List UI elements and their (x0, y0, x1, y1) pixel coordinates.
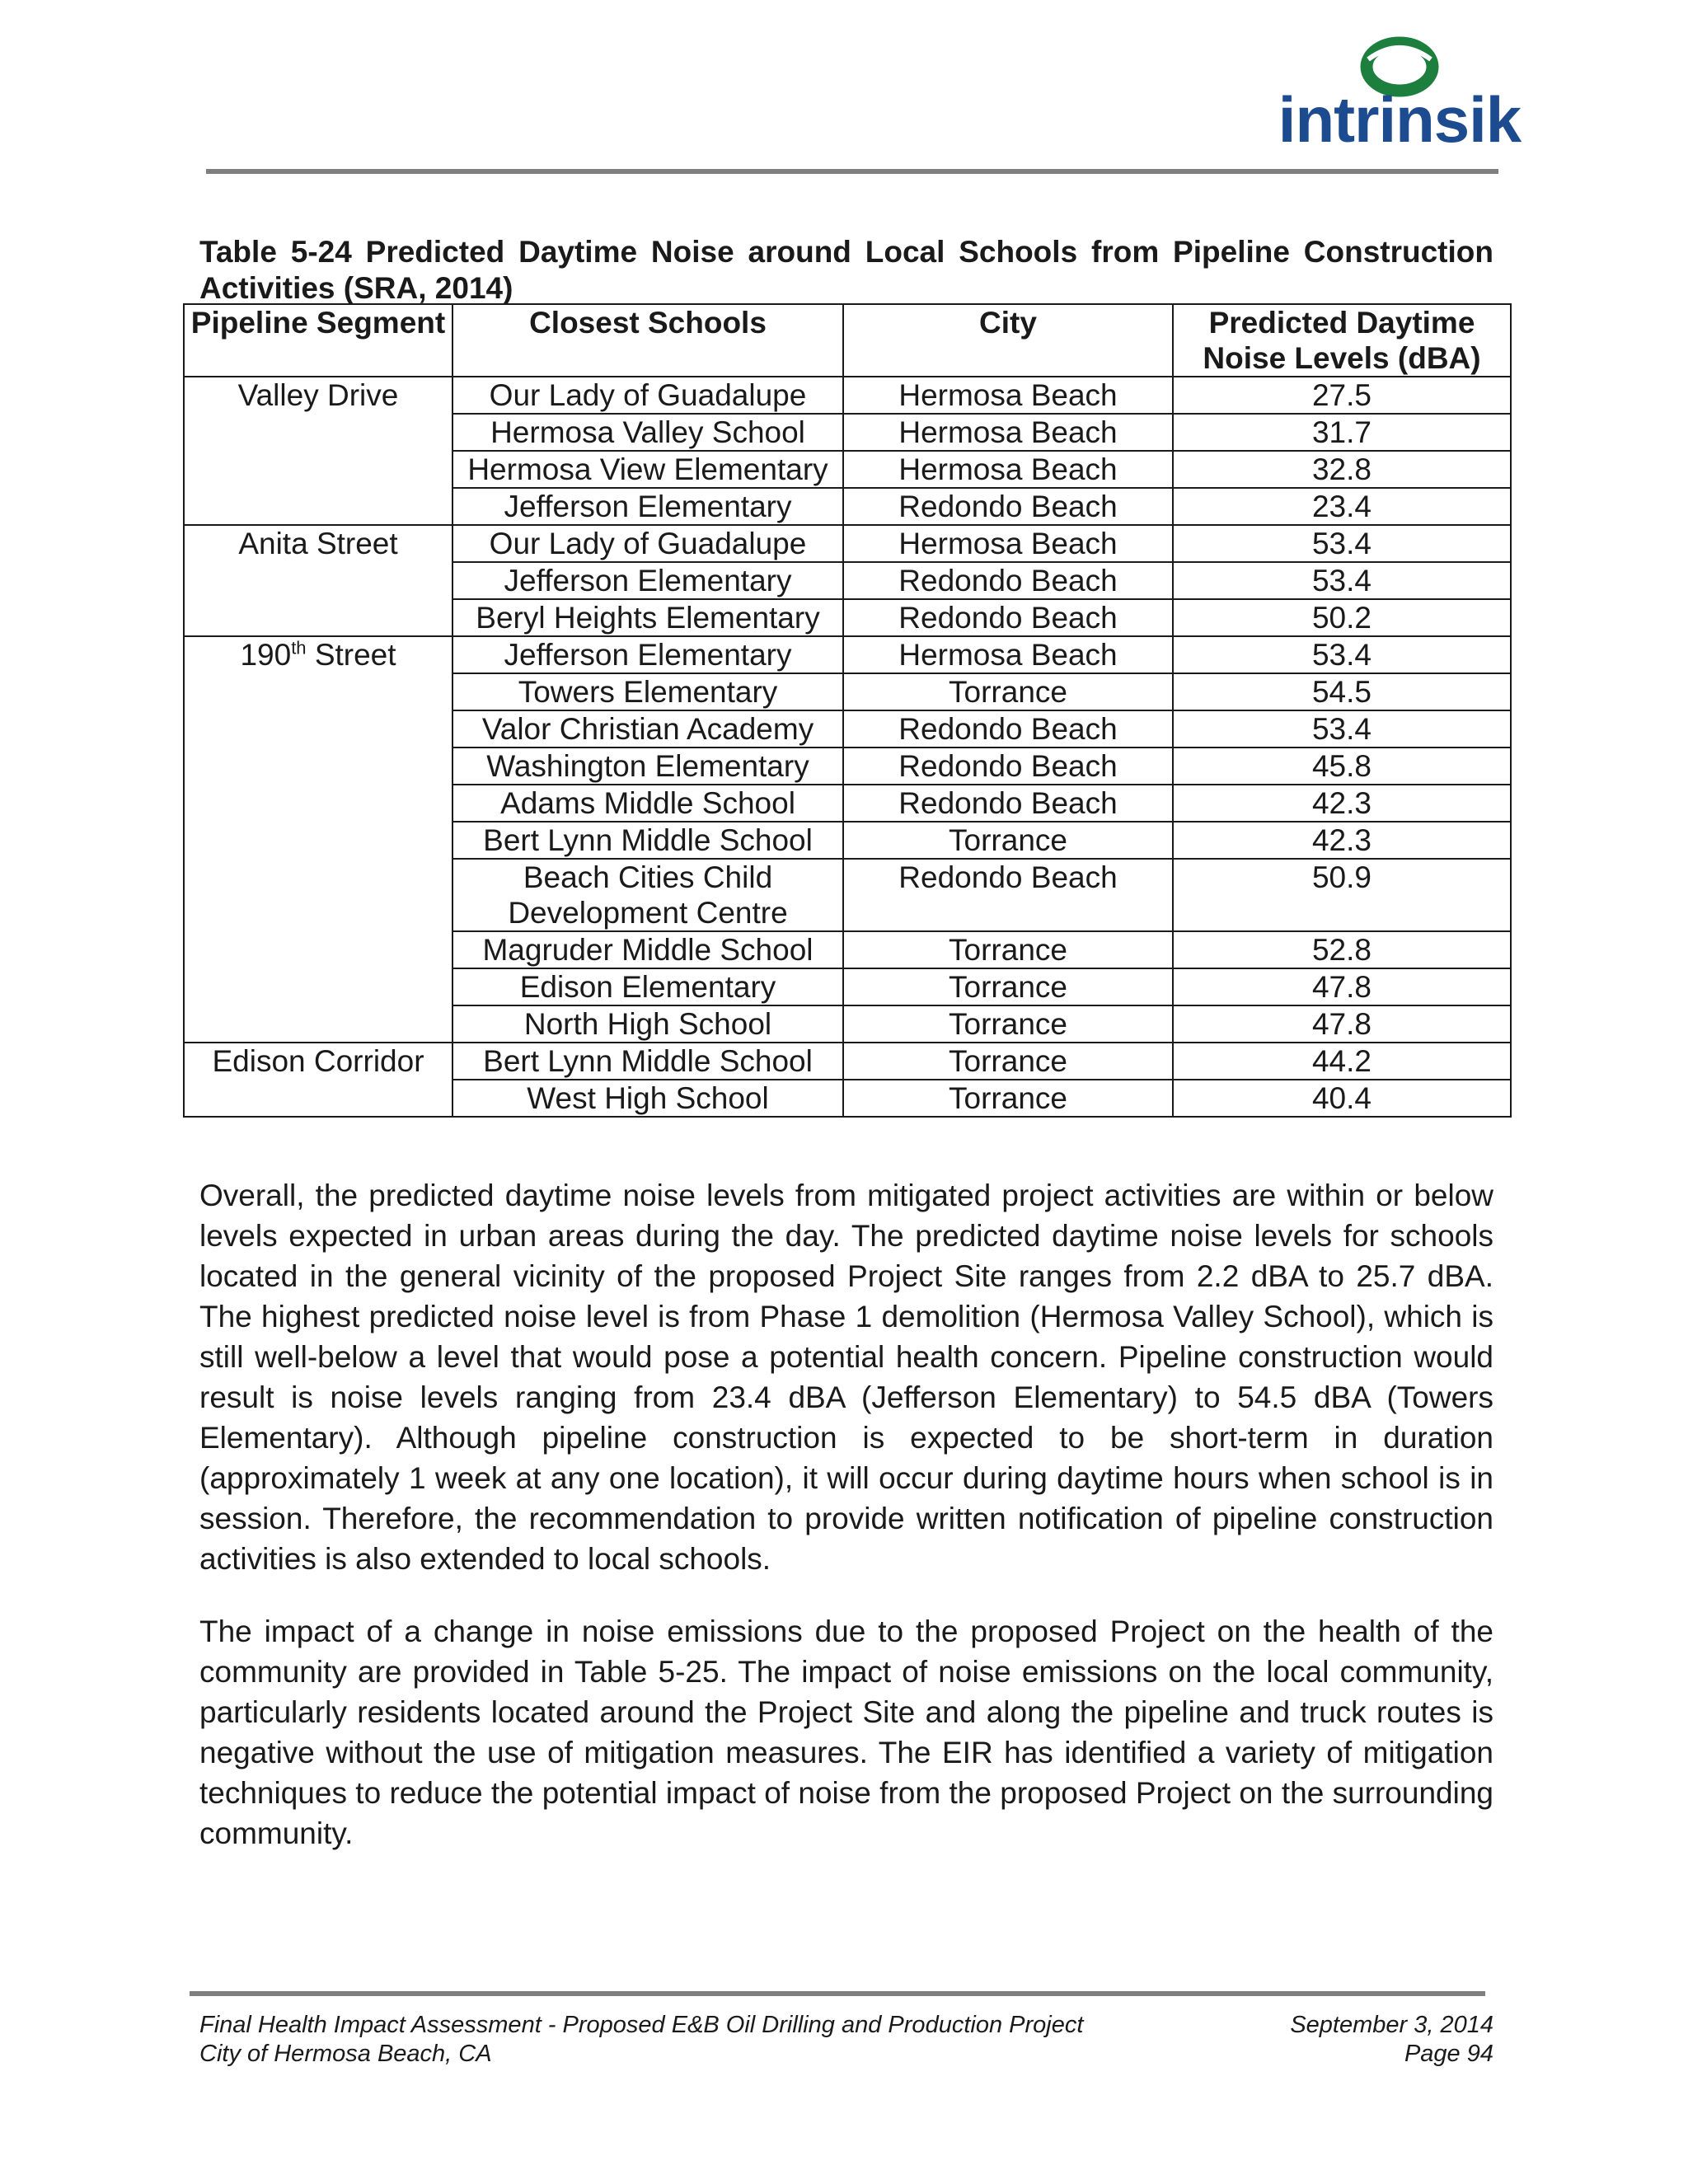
table-header-row (184, 304, 1511, 377)
city-cell: Hermosa Beach (843, 414, 1173, 451)
level-cell: 44.2 (1173, 1043, 1511, 1080)
level-cell: 47.8 (1173, 1005, 1511, 1043)
level-cell: 32.8 (1173, 451, 1511, 488)
level-cell: 31.7 (1173, 414, 1511, 451)
table-row (184, 525, 1511, 562)
school-cell: Magruder Middle School (452, 931, 843, 968)
school-cell: Jefferson Elementary (452, 636, 843, 673)
school-cell: Valor Christian Academy (452, 710, 843, 748)
column-header: City (843, 304, 1173, 377)
footer-date: September 3, 2014 (1290, 2012, 1493, 2038)
city-cell: Torrance (843, 1043, 1173, 1080)
school-cell: Bert Lynn Middle School (452, 1043, 843, 1080)
level-cell: 40.4 (1173, 1080, 1511, 1117)
city-cell: Hermosa Beach (843, 377, 1173, 414)
school-cell: Our Lady of Guadalupe (452, 377, 843, 414)
city-cell: Hermosa Beach (843, 636, 1173, 673)
school-cell: Washington Elementary (452, 748, 843, 785)
level-cell: 53.4 (1173, 525, 1511, 562)
level-cell: 53.4 (1173, 562, 1511, 599)
segment-cell: Valley Drive (184, 377, 452, 525)
level-cell: 53.4 (1173, 636, 1511, 673)
school-cell: Jefferson Elementary (452, 488, 843, 525)
segment-cell: Edison Corridor (184, 1043, 452, 1117)
paragraph-noise-impact: The impact of a change in noise emissions due to the proposed Project on the health of the community are provided in Table 5-25. The impact of noise emissions on the local community, particularly residents located around the Project Site and along the pipeline and truck routes is negative without the use of mitigation measures. The EIR has identified a variety of mitigation techniques to reduce the potential impact of noise from the proposed Project on the surrounding community. (199, 1615, 1493, 1850)
segment-number: 190 (240, 638, 292, 672)
level-cell: 54.5 (1173, 673, 1511, 710)
city-cell: Redondo Beach (843, 710, 1173, 748)
segment-cell (184, 636, 452, 1043)
city-cell: Hermosa Beach (843, 525, 1173, 562)
school-cell: Our Lady of Guadalupe (452, 525, 843, 562)
school-cell: North High School (452, 1005, 843, 1043)
city-cell: Redondo Beach (843, 785, 1173, 822)
page-footer (199, 2011, 1493, 2069)
city-cell: Torrance (843, 1005, 1173, 1043)
school-cell: Jefferson Elementary (452, 562, 843, 599)
column-header: Pipeline Segment (184, 304, 452, 377)
school-cell: Hermosa Valley School (452, 414, 843, 451)
city-cell: Redondo Beach (843, 748, 1173, 785)
table-row (184, 1043, 1511, 1080)
level-cell: 27.5 (1173, 377, 1511, 414)
city-cell: Torrance (843, 931, 1173, 968)
school-cell: Bert Lynn Middle School (452, 822, 843, 859)
school-cell: Towers Elementary (452, 673, 843, 710)
level-cell: 52.8 (1173, 931, 1511, 968)
city-cell: Hermosa Beach (843, 451, 1173, 488)
level-cell: 47.8 (1173, 968, 1511, 1005)
city-cell: Torrance (843, 1080, 1173, 1117)
city-cell: Torrance (843, 968, 1173, 1005)
city-cell: Torrance (843, 822, 1173, 859)
city-cell: Redondo Beach (843, 599, 1173, 636)
level-cell: 42.3 (1173, 822, 1511, 859)
level-cell: 53.4 (1173, 710, 1511, 748)
table-row (184, 377, 1511, 414)
level-cell: 45.8 (1173, 748, 1511, 785)
segment-cell: Anita Street (184, 525, 452, 636)
header-divider (206, 169, 1498, 174)
school-cell: West High School (452, 1080, 843, 1117)
table-caption: Table 5-24 Predicted Daytime Noise around Local Schools from Pipeline Construction Activities (SRA, 2014) (199, 235, 1493, 305)
paragraph-noise-summary: Overall, the predicted daytime noise levels from mitigated project activities are within or below levels expected in urban areas during the day. The predicted daytime noise levels for schools located in the general vicinity of the proposed Project Site ranges from 2.2 dBA to 25.7 dBA. The highest predicted noise level is from Phase 1 demolition (Hermosa Valley School), which is still well-below a level that would pose a potential health concern. Pipeline construction would result is noise levels ranging from 23.4 dBA (Jefferson Elementary) to 54.5 dBA (Towers Elementary). Although pipeline construction is expected to be short-term in duration (approximately 1 week at any one location), it will occur during daytime hours when school is in session. Therefore, the recommendation to provide written notification of pipeline construction activities is also extended to local schools. (199, 1179, 1493, 1576)
noise-table (183, 303, 1512, 1118)
school-cell: Edison Elementary (452, 968, 843, 1005)
footer-city: City of Hermosa Beach, CA (199, 2041, 492, 2067)
level-cell: 23.4 (1173, 488, 1511, 525)
footer-title: Final Health Impact Assessment - Proposed E&B Oil Drilling and Production Project (199, 2012, 1084, 2038)
table-row (184, 636, 1511, 673)
level-cell: 50.2 (1173, 599, 1511, 636)
city-cell: Redondo Beach (843, 859, 1173, 931)
school-cell: Adams Middle School (452, 785, 843, 822)
level-cell: 42.3 (1173, 785, 1511, 822)
city-cell: Torrance (843, 673, 1173, 710)
logo-text: intrinsik (1278, 83, 1522, 153)
school-cell: Beach Cities Child Development Centre (452, 859, 843, 931)
city-cell: Redondo Beach (843, 488, 1173, 525)
intrinsik-logo (1276, 30, 1523, 153)
footer-divider (190, 1991, 1485, 1996)
school-cell: Beryl Heights Elementary (452, 599, 843, 636)
level-cell: 50.9 (1173, 859, 1511, 931)
school-cell: Hermosa View Elementary (452, 451, 843, 488)
column-header: Closest Schools (452, 304, 843, 377)
column-header: Predicted Daytime Noise Levels (dBA) (1173, 304, 1511, 377)
city-cell: Redondo Beach (843, 562, 1173, 599)
segment-ordinal: th (291, 637, 307, 658)
segment-suffix: Street (306, 638, 396, 672)
footer-page-number: Page 94 (1404, 2041, 1493, 2067)
